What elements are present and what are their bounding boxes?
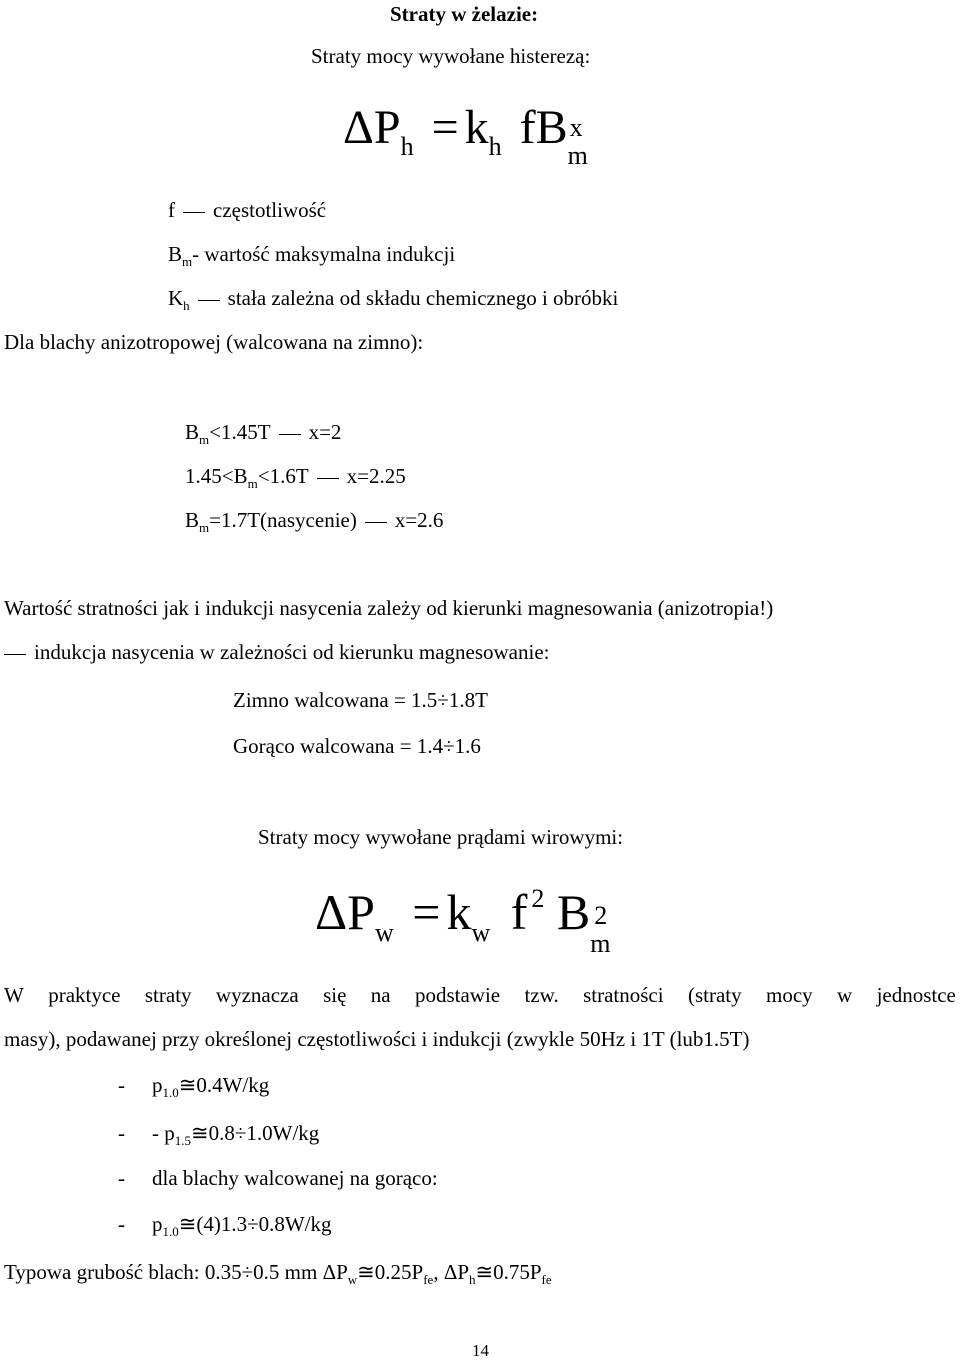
case-line: $1.45<B_m<1.6T$ x=2.25 [185, 464, 406, 491]
page-number: 14 [472, 1341, 489, 1360]
list-item: - $p_{1.0}≅0.4W/kg$ [118, 1073, 270, 1100]
cold-rolled-range: Zimno walcowana = 1.5÷1.8T [233, 688, 488, 712]
list-item: - dla blachy walcowanej na gorąco: [118, 1166, 438, 1190]
list-item: - $p_{1.0}≅(4)1.3\div 0.8W/kg$ [118, 1212, 332, 1239]
def-bm: $B_m-$ wartość maksymalna indukcji [168, 242, 456, 269]
typical-thickness: Typowa grubość blach: 0.35÷0.5 mm $\Delta P_w≅0.25P_{fe}$, $\Delta P_h≅0.75P_{fe}$ [4, 1260, 552, 1287]
hot-rolled-range: Gorąco walcowana = 1.4÷1.6 [233, 734, 481, 758]
hysteresis-formula: $\Delta P_h = k_h$ fB x m [343, 101, 588, 170]
paragraph-line: masy), podawanej przy określonej częstotliwości i indukcji (zwykle 50Hz i 1T (lub1.5T) [4, 1027, 750, 1051]
def-frequency: f częstotliwość [168, 198, 327, 222]
case-line: $B_m<1.45T$ x=2 [185, 420, 342, 447]
case-line: $B_m=1.7T(nasycenie)$ x=2.6 [185, 508, 444, 535]
def-kh: $K_h$ stała zależna od składu chemicznego i obróbki [168, 286, 619, 313]
paragraph-line: W praktyce straty wyznacza się na podstawie tzw. stratności (straty mocy w jednostce [4, 983, 956, 1007]
hysteresis-intro: Straty mocy wywołane histerezą: [311, 44, 591, 68]
list-item: - - $p_{1.5}≅0.8\div 1.0W/kg$ [118, 1121, 320, 1148]
eddy-formula: $\Delta P_w = k_w$ f $^2$ B 2 m [315, 884, 611, 958]
eddy-intro: Straty mocy wywołane prądami wirowymi: [258, 825, 624, 849]
anizotropic-intro: Dla blachy anizotropowej (walcowana na zimno): [4, 330, 424, 354]
paragraph-line: indukcja nasycenia w zależności od kierunku magnesowanie: [4, 640, 549, 664]
section-heading: Straty w żelazie: [390, 2, 539, 26]
paragraph-line: Wartość stratności jak i indukcji nasycenia zależy od kierunki magnesowania (anizotropia!) [4, 596, 774, 620]
